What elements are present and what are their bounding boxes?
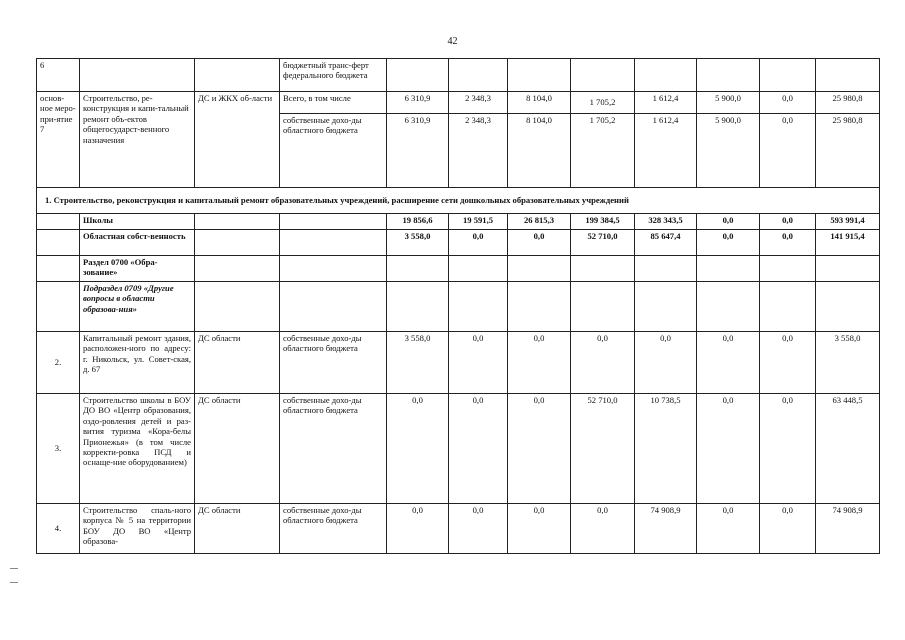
value-cell: 0,0 (571, 504, 635, 554)
funding-source: Всего, в том числе (280, 92, 387, 114)
value-cell (816, 59, 880, 92)
value-cell: 26 815,3 (508, 214, 571, 230)
item-name: Капитальный ремонт здания, расположен-ного по адресу: г. Никольск, ул. Совет-ская, д. 67 (80, 332, 195, 394)
value-cell: 0,0 (760, 504, 816, 554)
item-name: Строительство спаль-ного корпуса № 5 на территории БОУ ДО ВО «Центр образова- (80, 504, 195, 554)
funding-source: бюджетный транс-ферт федерального бюджета (280, 59, 387, 92)
value-cell: 0,0 (760, 230, 816, 256)
value-cell: 0,0 (449, 504, 508, 554)
funding-source: собственные дохо-ды областного бюджета (280, 504, 387, 554)
value-cell: 0,0 (697, 230, 760, 256)
value-cell: 0,0 (760, 92, 816, 114)
value-cell (387, 59, 449, 92)
row-id: 6 (37, 59, 80, 92)
value-cell: 19 856,6 (387, 214, 449, 230)
value-cell: 1 612,4 (635, 114, 697, 188)
value-cell: 0,0 (760, 332, 816, 394)
executor: ДС области (195, 394, 280, 504)
table-row (37, 394, 880, 504)
value-cell: 199 384,5 (571, 214, 635, 230)
value-cell: 1 612,4 (635, 92, 697, 114)
value-cell: 0,0 (697, 394, 760, 504)
value-cell: 0,0 (697, 504, 760, 554)
razdel-label: Раздел 0700 «Обра-зование» (80, 256, 195, 282)
table-row (37, 332, 880, 394)
value-cell: 0,0 (760, 114, 816, 188)
executor (195, 59, 280, 92)
row-id: основ-ное меро-при-ятие 7 (37, 92, 80, 188)
value-cell: 63 448,5 (816, 394, 880, 504)
value-cell: 8 104,0 (508, 114, 571, 188)
value-cell: 8 104,0 (508, 92, 571, 114)
value-cell: 0,0 (760, 394, 816, 504)
value-cell: 2 348,3 (449, 92, 508, 114)
value-cell: 0,0 (508, 394, 571, 504)
value-cell: 3 558,0 (387, 332, 449, 394)
funding-source: собственные дохо-ды областного бюджета (280, 394, 387, 504)
scan-margin-mark (10, 568, 18, 569)
value-cell: 3 558,0 (816, 332, 880, 394)
value-cell: 0,0 (697, 214, 760, 230)
value-cell: 0,0 (508, 332, 571, 394)
summary-label: Областная собст-венность (80, 230, 195, 256)
table-row (37, 188, 880, 214)
value-cell: 328 343,5 (635, 214, 697, 230)
value-cell: 85 647,4 (635, 230, 697, 256)
table-row (37, 256, 880, 282)
table-row (37, 504, 880, 554)
table-row (37, 59, 880, 92)
value-cell: 0,0 (635, 332, 697, 394)
funding-source: собственные дохо-ды областного бюджета (280, 332, 387, 394)
value-cell: 0,0 (387, 394, 449, 504)
value-cell: 6 310,9 (387, 114, 449, 188)
budget-table (36, 58, 880, 554)
value-cell: 10 738,5 (635, 394, 697, 504)
value-cell: 52 710,0 (571, 230, 635, 256)
value-cell: 0,0 (449, 332, 508, 394)
value-cell: 2 348,3 (449, 114, 508, 188)
value-cell: 25 980,8 (816, 92, 880, 114)
value-cell: 141 915,4 (816, 230, 880, 256)
value-cell: 593 991,4 (816, 214, 880, 230)
executor: ДС области (195, 332, 280, 394)
value-cell: 19 591,5 (449, 214, 508, 230)
value-cell: 5 900,0 (697, 92, 760, 114)
value-cell (697, 59, 760, 92)
event-name (80, 59, 195, 92)
value-cell: 1 705,2 (571, 92, 635, 114)
executor: ДС области (195, 504, 280, 554)
value-cell: 0,0 (449, 230, 508, 256)
table-row (37, 230, 880, 256)
event-name: Строительство, ре-конструкция и капи-тальный ремонт объ-ектов общегосударст-венного назначения (80, 92, 195, 188)
funding-source: собственные дохо-ды областного бюджета (280, 114, 387, 188)
value-cell: 0,0 (508, 230, 571, 256)
value-cell: 0,0 (508, 504, 571, 554)
value-cell: 25 980,8 (816, 114, 880, 188)
summary-label: Школы (80, 214, 195, 230)
value-cell: 0,0 (387, 504, 449, 554)
item-number: 2. (37, 332, 80, 394)
value-cell: 0,0 (760, 214, 816, 230)
podrazdel-label: Подраздел 0709 «Другие вопросы в области образова-ния» (80, 282, 195, 332)
value-cell: 6 310,9 (387, 92, 449, 114)
value-cell (449, 59, 508, 92)
value-cell (760, 59, 816, 92)
value-cell: 1 705,2 (571, 114, 635, 188)
table-row (37, 282, 880, 332)
section-title: 1. Строительство, реконструкция и капитальный ремонт образовательных учреждений, расширение сети дошкольных образовательных учреждений (37, 188, 880, 214)
table-row (37, 214, 880, 230)
value-cell: 5 900,0 (697, 114, 760, 188)
value-cell: 52 710,0 (571, 394, 635, 504)
value-cell (508, 59, 571, 92)
page-number: 42 (447, 36, 458, 47)
item-number: 3. (37, 394, 80, 504)
value-cell: 0,0 (449, 394, 508, 504)
value-cell (635, 59, 697, 92)
value-cell: 0,0 (571, 332, 635, 394)
value-cell: 74 908,9 (816, 504, 880, 554)
value-cell: 0,0 (697, 332, 760, 394)
item-number: 4. (37, 504, 80, 554)
item-name: Строительство школы в БОУ ДО ВО «Центр образования, оздо-ровления детей и раз-вития туризма «Кора-белы Прионежья» (в том числе корректи-ровка ПСД и оснаще-ние оборудованием) (80, 394, 195, 504)
scan-margin-mark (10, 582, 18, 583)
value-cell (571, 59, 635, 92)
executor: ДС и ЖКХ об-ласти (195, 92, 280, 188)
value-cell: 3 558,0 (387, 230, 449, 256)
value-cell: 74 908,9 (635, 504, 697, 554)
table-row (37, 92, 880, 114)
